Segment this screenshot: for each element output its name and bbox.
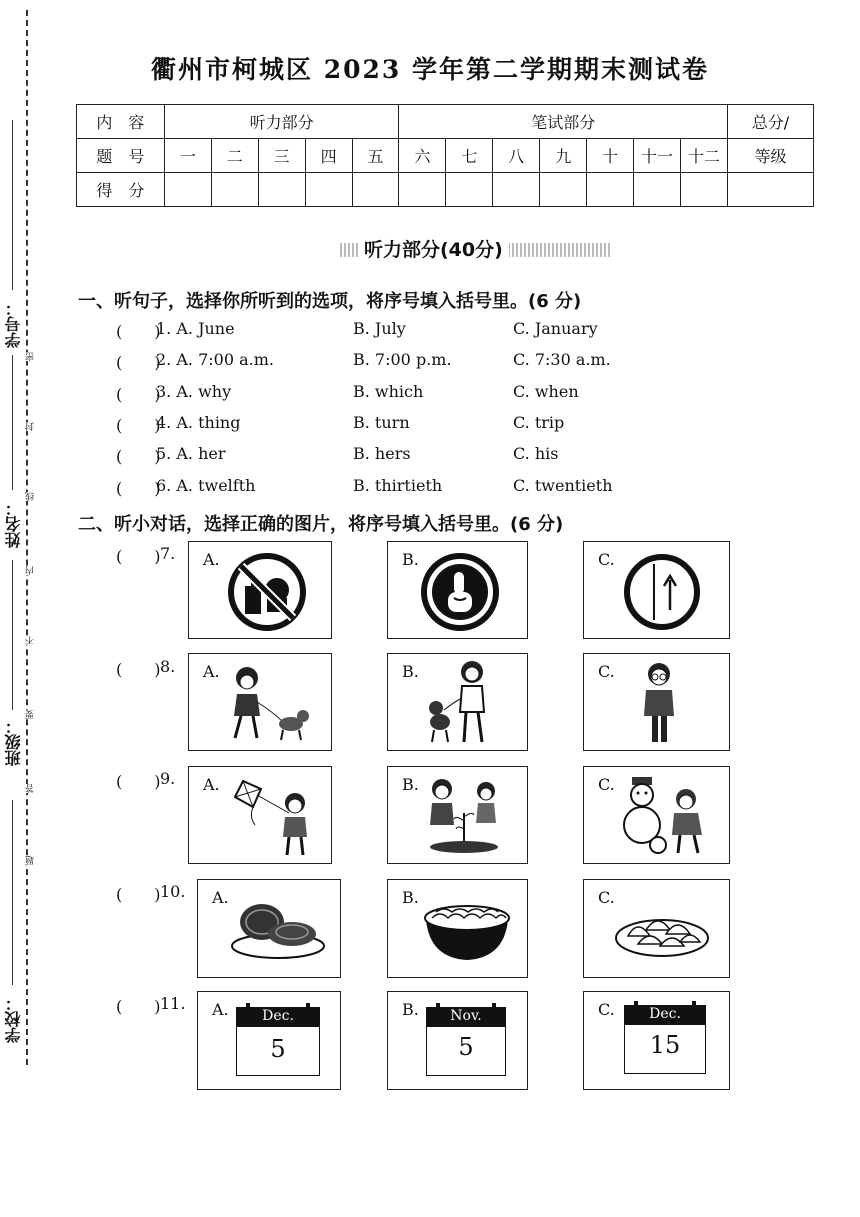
question-number: 8. xyxy=(160,657,176,676)
question-number-cell: 三 xyxy=(258,139,305,173)
boy-with-glasses-icon xyxy=(634,660,684,746)
question-number-cell: 五 xyxy=(352,139,399,173)
score-cell[interactable] xyxy=(493,173,540,207)
fold-word: 内 xyxy=(26,566,36,575)
calendar-icon xyxy=(624,1001,706,1075)
woman-with-dog-icon xyxy=(422,658,502,748)
picture-option-a[interactable] xyxy=(188,766,332,864)
name-label: 姓名： xyxy=(4,500,23,548)
score-cell[interactable] xyxy=(587,173,634,207)
writing-part-header: 笔试部分 xyxy=(399,105,727,139)
question-number-cell: 十二 xyxy=(681,139,728,173)
option-label: C. xyxy=(598,1000,615,1019)
score-cell[interactable] xyxy=(211,173,258,207)
question-option-a: 2. A. 7:00 a.m. xyxy=(156,350,274,369)
option-label: A. xyxy=(212,888,229,907)
question-row xyxy=(0,476,860,498)
score-table xyxy=(76,104,814,207)
score-cell[interactable] xyxy=(540,173,587,207)
picture-option-c[interactable] xyxy=(583,879,730,978)
calendar-month: Dec. xyxy=(262,1008,294,1024)
row-head-score: 得 分 xyxy=(77,173,165,207)
question-option-b: B. which xyxy=(353,382,424,401)
question-option-c: C. twentieth xyxy=(513,476,613,495)
answer-blank[interactable]: ( ) xyxy=(116,322,161,341)
picture-option-c[interactable] xyxy=(583,766,730,864)
score-cell[interactable] xyxy=(681,173,728,207)
fold-word: 封 xyxy=(26,422,36,431)
listening-part-header: 听力部分 xyxy=(164,105,399,139)
calendar-icon xyxy=(426,1003,506,1077)
question-number-cell: 十 xyxy=(587,139,634,173)
question-option-b: B. thirtieth xyxy=(353,476,443,495)
question-option-c: C. his xyxy=(513,444,559,463)
question-row xyxy=(0,444,860,466)
picture-option-b[interactable] xyxy=(387,991,528,1090)
question-row xyxy=(0,350,860,372)
score-cell[interactable] xyxy=(258,173,305,207)
question-row xyxy=(0,994,200,1016)
question-option-a: 1. A. June xyxy=(156,319,235,338)
one-way-sign-icon xyxy=(622,552,702,632)
no-eating-drinking-sign-icon xyxy=(227,552,307,632)
option-label: B. xyxy=(402,1000,419,1019)
answer-blank[interactable]: ( ) xyxy=(116,660,161,679)
student-number-line xyxy=(12,120,13,290)
binding-dashed-line xyxy=(26,10,28,1065)
picture-option-c[interactable] xyxy=(583,653,730,751)
kids-planting-tree-icon xyxy=(418,773,508,859)
question-number: 11. xyxy=(160,994,186,1013)
question-number: 10. xyxy=(160,882,186,901)
exam-title: 衢州市柯城区 2023 学年第二学期期末测试卷 xyxy=(151,55,709,84)
dumplings-plate-icon xyxy=(614,902,710,962)
calendar-day: 15 xyxy=(649,1031,681,1059)
question-number-cell: 六 xyxy=(399,139,446,173)
question-option-b: B. turn xyxy=(353,413,410,432)
score-cell[interactable] xyxy=(399,173,446,207)
student-number-label: 学号： xyxy=(4,300,23,348)
picture-option-a[interactable] xyxy=(197,879,341,978)
question-number-cell: 四 xyxy=(305,139,352,173)
girl-walking-cat-icon xyxy=(225,660,315,746)
question-option-a: 3. A. why xyxy=(156,382,232,401)
part1-title: 一、听句子，选择你所听到的选项，将序号填入括号里。(6 分) xyxy=(78,291,582,312)
question-number-cell: 九 xyxy=(540,139,587,173)
question-number: 7. xyxy=(160,544,176,563)
question-number-cell: 七 xyxy=(446,139,493,173)
calendar-month: Dec. xyxy=(649,1006,681,1022)
option-label: C. xyxy=(598,550,615,569)
row-head-content: 内 容 xyxy=(77,105,165,139)
answer-blank[interactable]: ( ) xyxy=(116,885,161,904)
row-head-number: 题 号 xyxy=(77,139,165,173)
fold-word: 题 xyxy=(26,856,36,865)
quiet-please-sign-icon xyxy=(420,552,500,632)
option-label: A. xyxy=(203,550,220,569)
listening-section-heading xyxy=(340,234,610,266)
noodles-bowl-icon xyxy=(422,896,512,966)
answer-blank[interactable]: ( ) xyxy=(116,479,161,498)
score-cell[interactable] xyxy=(634,173,681,207)
school-label: 学校： xyxy=(4,995,23,1043)
question-row xyxy=(0,319,860,341)
answer-blank[interactable]: ( ) xyxy=(116,547,161,566)
question-option-c: C. January xyxy=(513,319,598,338)
picture-option-a[interactable] xyxy=(197,991,341,1090)
total-header: 总分/ xyxy=(727,105,813,139)
question-option-c: C. 7:30 a.m. xyxy=(513,350,611,369)
picture-option-b[interactable] xyxy=(387,541,528,639)
answer-blank[interactable]: ( ) xyxy=(116,447,161,466)
question-number-cell: 八 xyxy=(493,139,540,173)
score-cell[interactable] xyxy=(305,173,352,207)
score-cell[interactable] xyxy=(164,173,211,207)
calendar-month: Nov. xyxy=(450,1008,482,1024)
picture-option-c[interactable] xyxy=(583,541,730,639)
question-row xyxy=(0,657,200,679)
option-label: B. xyxy=(402,888,419,907)
grade-header: 等级 xyxy=(727,139,813,173)
question-option-a: 4. A. thing xyxy=(156,413,241,432)
option-label: A. xyxy=(203,662,220,681)
question-row xyxy=(0,413,860,435)
question-option-c: C. trip xyxy=(513,413,565,432)
calendar-day: 5 xyxy=(458,1033,474,1061)
fold-word: 不 xyxy=(26,636,36,645)
total-score-cell[interactable] xyxy=(727,173,813,207)
fold-word: 密 xyxy=(26,352,36,361)
calendar-icon xyxy=(236,1003,320,1077)
making-snowman-icon xyxy=(618,773,718,859)
answer-blank[interactable]: ( ) xyxy=(116,385,161,404)
picture-option-c[interactable] xyxy=(583,991,730,1090)
picture-option-b[interactable] xyxy=(387,766,528,864)
calendar-day: 5 xyxy=(270,1035,286,1063)
score-cell[interactable] xyxy=(446,173,493,207)
question-option-b: B. 7:00 p.m. xyxy=(353,350,452,369)
option-label: C. xyxy=(598,775,615,794)
fold-word: 答 xyxy=(26,784,36,793)
question-option-b: B. July xyxy=(353,319,406,338)
option-label: B. xyxy=(402,775,419,794)
score-cell[interactable] xyxy=(352,173,399,207)
picture-option-b[interactable] xyxy=(387,879,528,978)
answer-blank[interactable]: ( ) xyxy=(116,416,161,435)
picture-option-a[interactable] xyxy=(188,653,332,751)
fold-word: 线 xyxy=(26,492,36,501)
question-number-cell: 二 xyxy=(211,139,258,173)
class-label: 班级： xyxy=(4,718,23,766)
question-number: 9. xyxy=(160,769,176,788)
question-row xyxy=(0,382,860,404)
question-option-a: 6. A. twelfth xyxy=(156,476,256,495)
question-option-b: B. hers xyxy=(353,444,411,463)
answer-blank[interactable]: ( ) xyxy=(116,772,161,791)
mooncakes-plate-icon xyxy=(230,896,326,966)
question-option-a: 5. A. her xyxy=(156,444,226,463)
option-label: B. xyxy=(402,550,419,569)
option-label: B. xyxy=(402,662,419,681)
question-row xyxy=(0,544,200,566)
boy-flying-kite-icon xyxy=(223,773,323,859)
picture-option-a[interactable] xyxy=(188,541,332,639)
part2-title: 二、听小对话，选择正确的图片，将序号填入括号里。(6 分) xyxy=(78,514,564,535)
question-row xyxy=(0,769,200,791)
option-label: C. xyxy=(598,888,615,907)
answer-blank[interactable]: ( ) xyxy=(116,997,161,1016)
question-option-c: C. when xyxy=(513,382,579,401)
answer-blank[interactable]: ( ) xyxy=(116,353,161,372)
picture-option-b[interactable] xyxy=(387,653,528,751)
option-label: C. xyxy=(598,662,615,681)
question-number-cell: 一 xyxy=(164,139,211,173)
question-row xyxy=(0,882,200,904)
listening-section-title: 听力部分(40分) xyxy=(358,235,509,262)
option-label: A. xyxy=(212,1000,229,1019)
class-line xyxy=(12,560,13,710)
fold-word: 要 xyxy=(26,710,36,719)
question-number-cell: 十一 xyxy=(634,139,681,173)
option-label: A. xyxy=(203,775,220,794)
